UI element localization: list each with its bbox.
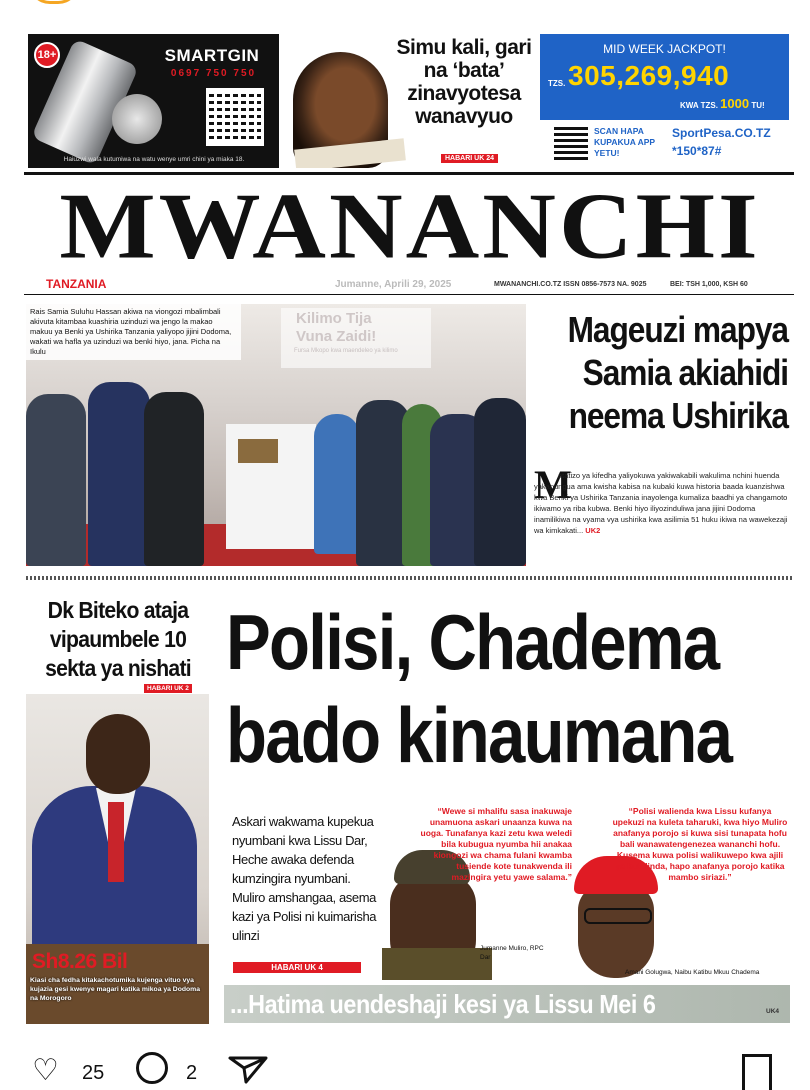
lead-headline[interactable]: Mageuzi mapya Samia akiahidi neema Ushirika [567,309,788,436]
qr-code-icon [206,88,264,146]
biteko-headline[interactable]: Dk Biteko ataja vipaumbele 10 sekta ya nishati [45,597,191,681]
plaque [238,439,278,463]
biteko-amount: Sh8.26 Bil [32,950,128,973]
lead-page-ref[interactable]: UK2 [585,526,601,535]
smartgin-ad[interactable] [28,34,279,168]
main-tag: HABARI UK 4 [233,962,361,973]
masthead-bottom-rule [24,294,794,295]
banner-line-2: Vuna Zaidi! [296,328,377,345]
golugwa-quote: “Polisi walienda kwa Lissu kufanya upekuzi na kuleta taharuki, kwa hiyo Muliro anafanya porojo si kuwa sisi tunapata hofu bali wanawatengenezea wananchi hofu. Kusema kuwa polisi walikuwepo kwa ajili ya kutulinda, hapo anafanya porojo katika mambo siriazi.” [612,806,788,882]
gin-can-top-image [112,94,162,144]
glasses [584,908,652,924]
comment-count: 2 [186,1062,198,1084]
figure [26,394,86,566]
muliro-attribution: Jumanne Muliro, RPC Dar [480,945,544,961]
issue-date: Jumanne, Aprili 29, 2025 [335,279,452,290]
per-bet-suffix: TU! [751,101,765,110]
golugwa-attribution: Amani Golugwa, Naibu Katibu Mkuu Chadema [625,969,760,976]
age-badge: 18+ [34,42,60,68]
promo-headline: Simu kali, gari na ‘bata’ zinavyotesa wanavyuo [396,36,532,128]
biteko-photo [26,694,209,1024]
per-bet-prefix: KWA TZS. [680,101,718,110]
smartgin-brand: SMARTGIN [164,46,260,65]
price-line: BEI: TSH 1,000, KSH 60 [670,281,748,288]
coat [382,948,492,980]
figure [314,414,360,554]
lead-dropcap: M [534,462,572,507]
bookmark-icon[interactable] [742,1054,772,1090]
figure [88,382,150,566]
masthead-country: TANZANIA [46,277,107,291]
student-promo[interactable] [283,34,535,168]
lead-body [534,470,788,536]
tie [108,802,124,882]
figure [474,398,526,566]
biteko-caption: Kiasi cha fedha kitakachotumika kujenga vituo vya kujazia gesi kwenye magari katika mikoa ya Dodoma na Morogoro [30,977,200,1002]
main-headline-line-2: bado kinaumana [226,691,732,779]
lead-photo-caption: Rais Samia Suluhu Hassan akiwa na viongozi mbalimbali akivuta kitambaa kuashiria uzinduzi wa jengo la makao makuu ya Benki ya Ushirika Tanzania yaliyopo jijini Dodoma, wakati wa hafla ya uzinduzi wa benki hiyo, jana. Picha na Ikulu [26,304,241,360]
sportpesa-brand: SportPesa.CO.TZ [672,126,771,140]
ussd-code: *150*87# [672,144,722,158]
jackpot-title: MID WEEK JACKPOT! [603,42,726,56]
top-partial-circle [28,0,80,4]
jackpot-per-bet [680,96,765,111]
head [86,714,150,794]
main-headline-line-1: Polisi, Chadema [226,598,719,686]
comment-icon[interactable] [136,1052,168,1084]
jackpot-ad[interactable] [540,34,789,168]
promo-tag: HABARI UK 24 [441,154,498,163]
jackpot-scan-text: SCAN HAPA KUPAKUA APP YETU! [594,126,655,158]
per-bet-amount: 1000 [720,96,750,111]
lead-body-text: atatizo ya kifedha yaliyokuwa yakiwakabili wakulima nchini huenda yakapungua ama kwisha kabisa na kubaki kuwa historia baada kuanzishwa kwa Benki ya Ushirika Tanzania inayolenga kumaliza baadhi ya changamoto ikiwamo ya riba kubwa. Benki hiyo iliyozinduliwa jana jijini Dodoma inamilikiwa na vyama vya ushirika kwa asilimia 51 huku ikiwa na wawekezaji wa kimkakati... [534,471,788,535]
smartgin-warning: Haiuzwi wala kutumiwa na watu wenye umri chini ya miaka 18. [63,156,245,163]
face [578,884,654,978]
jackpot-currency: TZS. [548,79,566,88]
bottom-headline: ...Hatima uendeshaji kesi ya Lissu Mei 6 [230,989,656,1019]
like-count: 25 [82,1062,105,1084]
masthead-title: MWANANCHI [59,174,761,279]
main-headline[interactable] [226,596,732,782]
issn-line: MWANANCHI.CO.TZ ISSN 0856-7573 NA. 9025 [494,281,647,288]
banner-line-3: Fursa Mkopo kwa maendeleo ya kilimo [294,348,398,354]
dotted-divider [26,576,792,580]
share-icon[interactable] [228,1054,268,1084]
qr-code-icon [554,126,588,160]
main-deck: Askari wakwama kupekua nyumbani kwa Lissu Dar, Heche awaka defenda kumzingira nyumbani. Muliro amshangaa, asema kazi ya Polisi ni kuimarisha ulinzi [232,814,377,943]
heart-icon[interactable]: ♡ [32,1054,59,1087]
jackpot-amount: 305,269,940 [568,60,730,91]
banner-line-1: Kilimo Tija [296,310,372,327]
smartgin-phone: 0697 750 750 [170,68,257,79]
muliro-quote: “Wewe si mhalifu sasa inakuwaje unamuona askari unaanza kuwa na uoga. Tunafanya kazi zetu kwa weledi bila kubugua nyumba hii anakaa kiongozi wa chama fulani kwamba tusiende kote tunakwenda ili mazingira yetu yawe salama.” [420,806,572,882]
biteko-tag: HABARI UK 2 [144,684,192,693]
bottom-page-ref: UK4 [766,1008,780,1015]
figure [144,392,204,566]
